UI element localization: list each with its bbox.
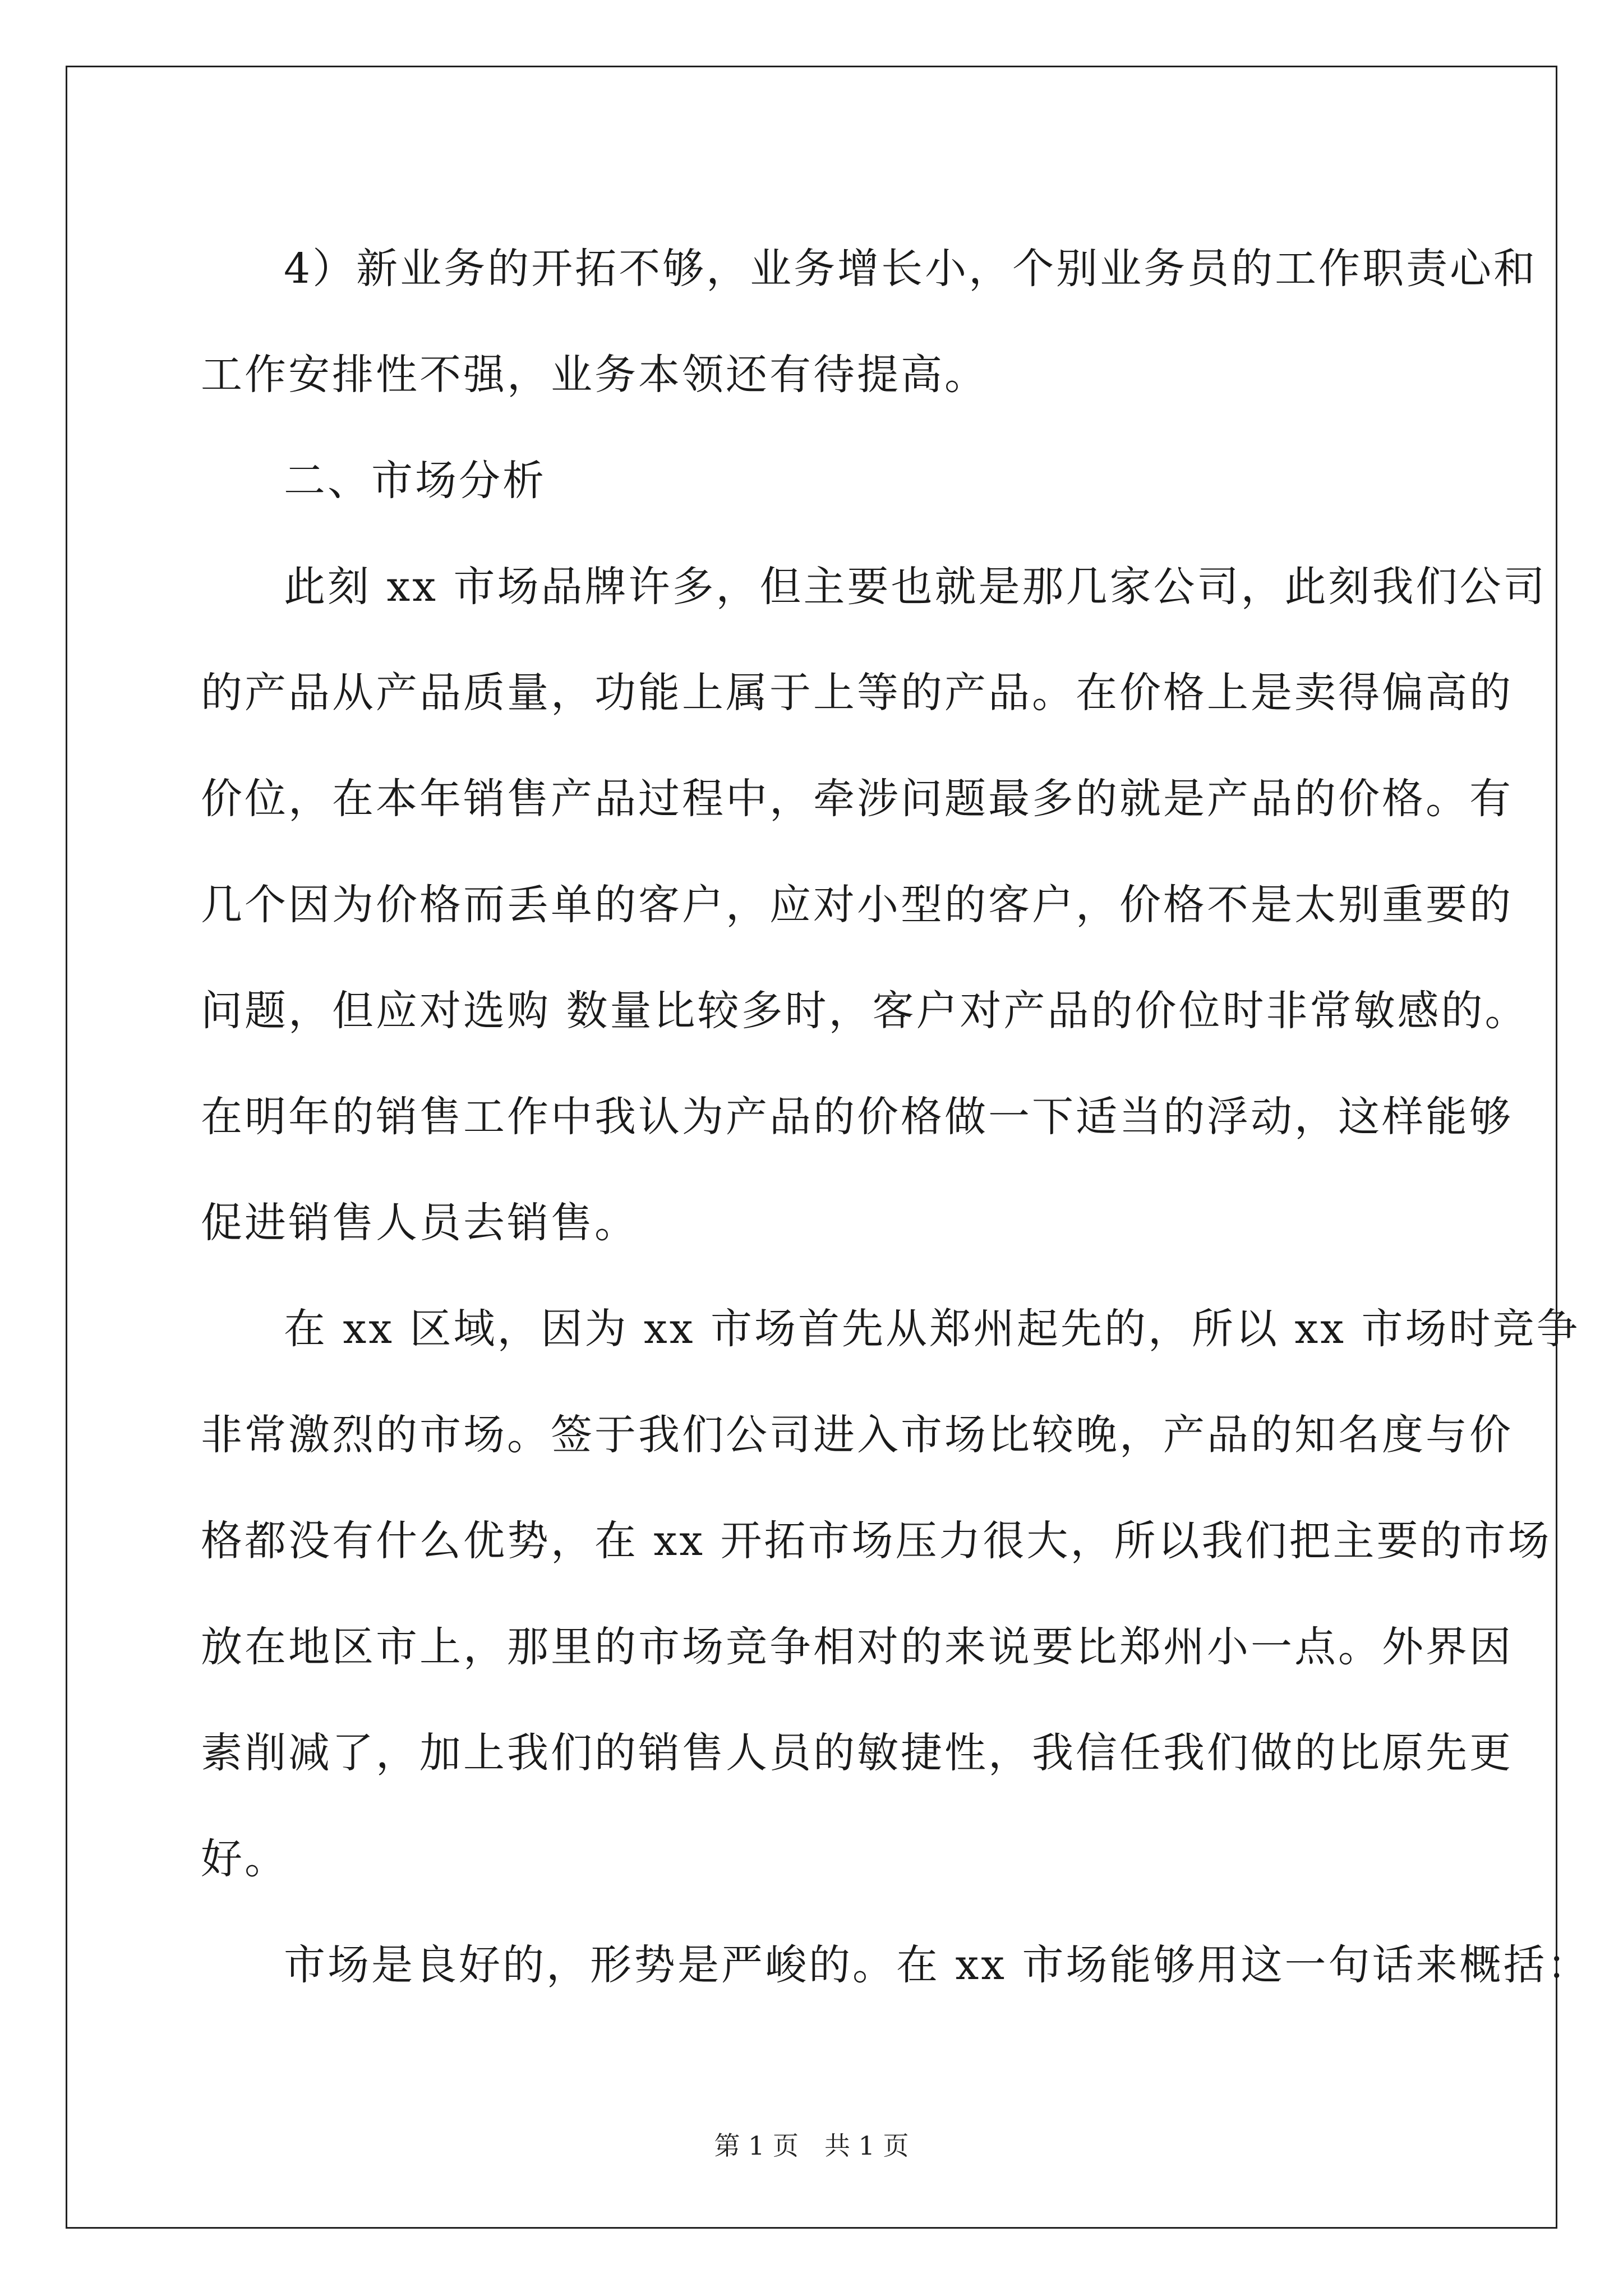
text-line: 市场是良好的，形势是严峻的。在 xx 市场能够用这一句话来概括：	[284, 1941, 1591, 1989]
text-line: 非常激烈的市场。签于我们公司进入市场比较晚，产品的知名度与价	[201, 1411, 1513, 1459]
text-line: 在明年的销售工作中我认为产品的价格做一下适当的浮动，这样能够	[201, 1093, 1513, 1141]
section-heading: 二、市场分析	[284, 457, 546, 505]
text-line: 问题，但应对选购 数量比较多时，客户对产品的价位时非常敏感的。	[201, 987, 1529, 1035]
text-line: 好。	[201, 1835, 288, 1883]
document-body	[201, 216, 1591, 2018]
text-line: 此刻 xx 市场品牌许多，但主要也就是那几家公司，此刻我们公司	[284, 563, 1547, 611]
text-line: 在 xx 区域，因为 xx 市场首先从郑州起先的，所以 xx 市场时竞争	[284, 1305, 1580, 1353]
text-line: 格都没有什么优势，在 xx 开拓市场压力很大，所以我们把主要的市场	[201, 1517, 1552, 1565]
text-line: 工作安排性不强，业务本领还有待提高。	[201, 351, 988, 399]
text-line: 4）新业务的开拓不够，业务增长小，个别业务员的工作职责心和	[284, 245, 1538, 293]
text-line: 放在地区市上，那里的市场竞争相对的来说要比郑州小一点。外界因	[201, 1623, 1513, 1671]
text-line: 几个因为价格而丢单的客户，应对小型的客户，价格不是太别重要的	[201, 881, 1513, 929]
text-line: 的产品从产品质量，功能上属于上等的产品。在价格上是卖得偏高的	[201, 669, 1513, 717]
text-line: 价位，在本年销售产品过程中，牵涉问题最多的就是产品的价格。有	[201, 775, 1513, 823]
text-line: 素削减了，加上我们的销售人员的敏捷性，我信任我们做的比原先更	[201, 1729, 1513, 1777]
text-line: 促进销售人员去销售。	[201, 1199, 638, 1247]
page-number-footer: 第 1 页 共 1 页	[714, 2131, 909, 2161]
